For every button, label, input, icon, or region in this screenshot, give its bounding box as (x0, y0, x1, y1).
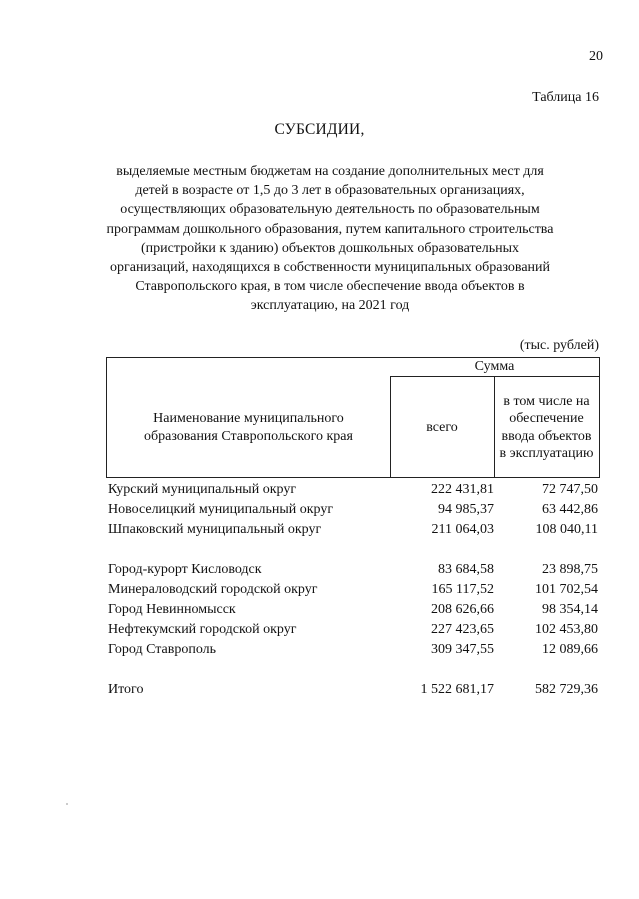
header-municipality (107, 376, 390, 479)
header-total: всего (426, 419, 458, 435)
municipality-name: Город Ставрополь (108, 642, 217, 657)
amount-total: 227 423,65 (431, 622, 494, 637)
municipality-name: Курский муниципальный округ (108, 482, 297, 497)
table-row (106, 502, 600, 522)
municipality-name: Нефтекумский городской округ (108, 622, 297, 637)
header-including (494, 376, 599, 479)
amount-total: 94 985,37 (438, 502, 494, 517)
municipality-name: Шпаковский муниципальный округ (108, 522, 322, 537)
subtitle-line: детей в возрасте от 1,5 до 3 лет в образовательных организациях, (135, 183, 525, 199)
amount-total: 208 626,66 (431, 602, 494, 617)
amount-total: 165 117,52 (431, 582, 494, 597)
amount-including: 101 702,54 (535, 582, 598, 597)
amount-including: 23 898,75 (542, 562, 598, 577)
amount-total: 222 431,81 (431, 482, 494, 497)
header-text: Наименование муниципального (153, 410, 344, 426)
header-text: ввода объектов (501, 428, 592, 444)
table-row (106, 622, 600, 642)
scan-speck (66, 803, 68, 805)
amount-total: 83 684,58 (438, 562, 494, 577)
total-row (106, 682, 600, 702)
units-label: (тыс. рублей) (519, 338, 599, 353)
subtitle-line: осуществляющих образовательную деятельность по образовательным (120, 202, 540, 218)
table-row (106, 582, 600, 602)
table-row (106, 642, 600, 662)
amount-including: 98 354,14 (542, 602, 598, 617)
subtitle-line: организаций, находящихся в собственности муниципальных образований (109, 260, 551, 276)
subtitle-line: выделяемые местным бюджетам на создание дополнительных мест для (116, 164, 544, 179)
subtitle-line: Ставропольского края, в том числе обеспечение ввода объектов в (135, 279, 525, 295)
table-row (106, 482, 600, 502)
table-row (106, 522, 600, 542)
table-row (106, 602, 600, 622)
header-text: в эксплуатацию (499, 446, 594, 461)
subtitle-line: программам дошкольного образования, путем капитального строительства (106, 221, 554, 237)
municipality-name: Минераловодский городской округ (108, 582, 318, 597)
table-number: Таблица 16 (532, 90, 599, 105)
page-number: 20 (589, 49, 603, 64)
municipality-name: Город-курорт Кисловодск (108, 562, 262, 577)
municipality-name: Город Невинномысск (108, 602, 236, 617)
amount-total: 211 064,03 (431, 522, 494, 537)
amount-total: 309 347,55 (431, 642, 494, 657)
grand-total: 1 522 681,17 (420, 682, 494, 697)
grand-total-including: 582 729,36 (535, 682, 598, 697)
header-sum: Сумма (474, 359, 515, 374)
subtitle-line: (пристройки к зданию) объектов дошкольных образовательных (140, 240, 520, 256)
amount-including: 102 453,80 (535, 622, 598, 637)
amount-including: 72 747,50 (542, 482, 598, 497)
total-label: Итого (108, 682, 144, 697)
table-header (106, 357, 600, 478)
document-subtitle (100, 162, 560, 316)
subtitle-line: эксплуатацию, на 2021 год (250, 298, 410, 314)
amount-including: 63 442,86 (542, 502, 598, 517)
document-title: СУБСИДИИ, (274, 121, 365, 138)
header-text: образования Ставропольского края (144, 428, 353, 444)
amount-including: 108 040,11 (535, 522, 598, 537)
header-text: в том числе на (503, 393, 590, 409)
header-text: обеспечение (509, 411, 584, 426)
municipality-name: Новоселицкий муниципальный округ (108, 502, 334, 517)
table-row (106, 562, 600, 582)
amount-including: 12 089,66 (542, 642, 598, 657)
